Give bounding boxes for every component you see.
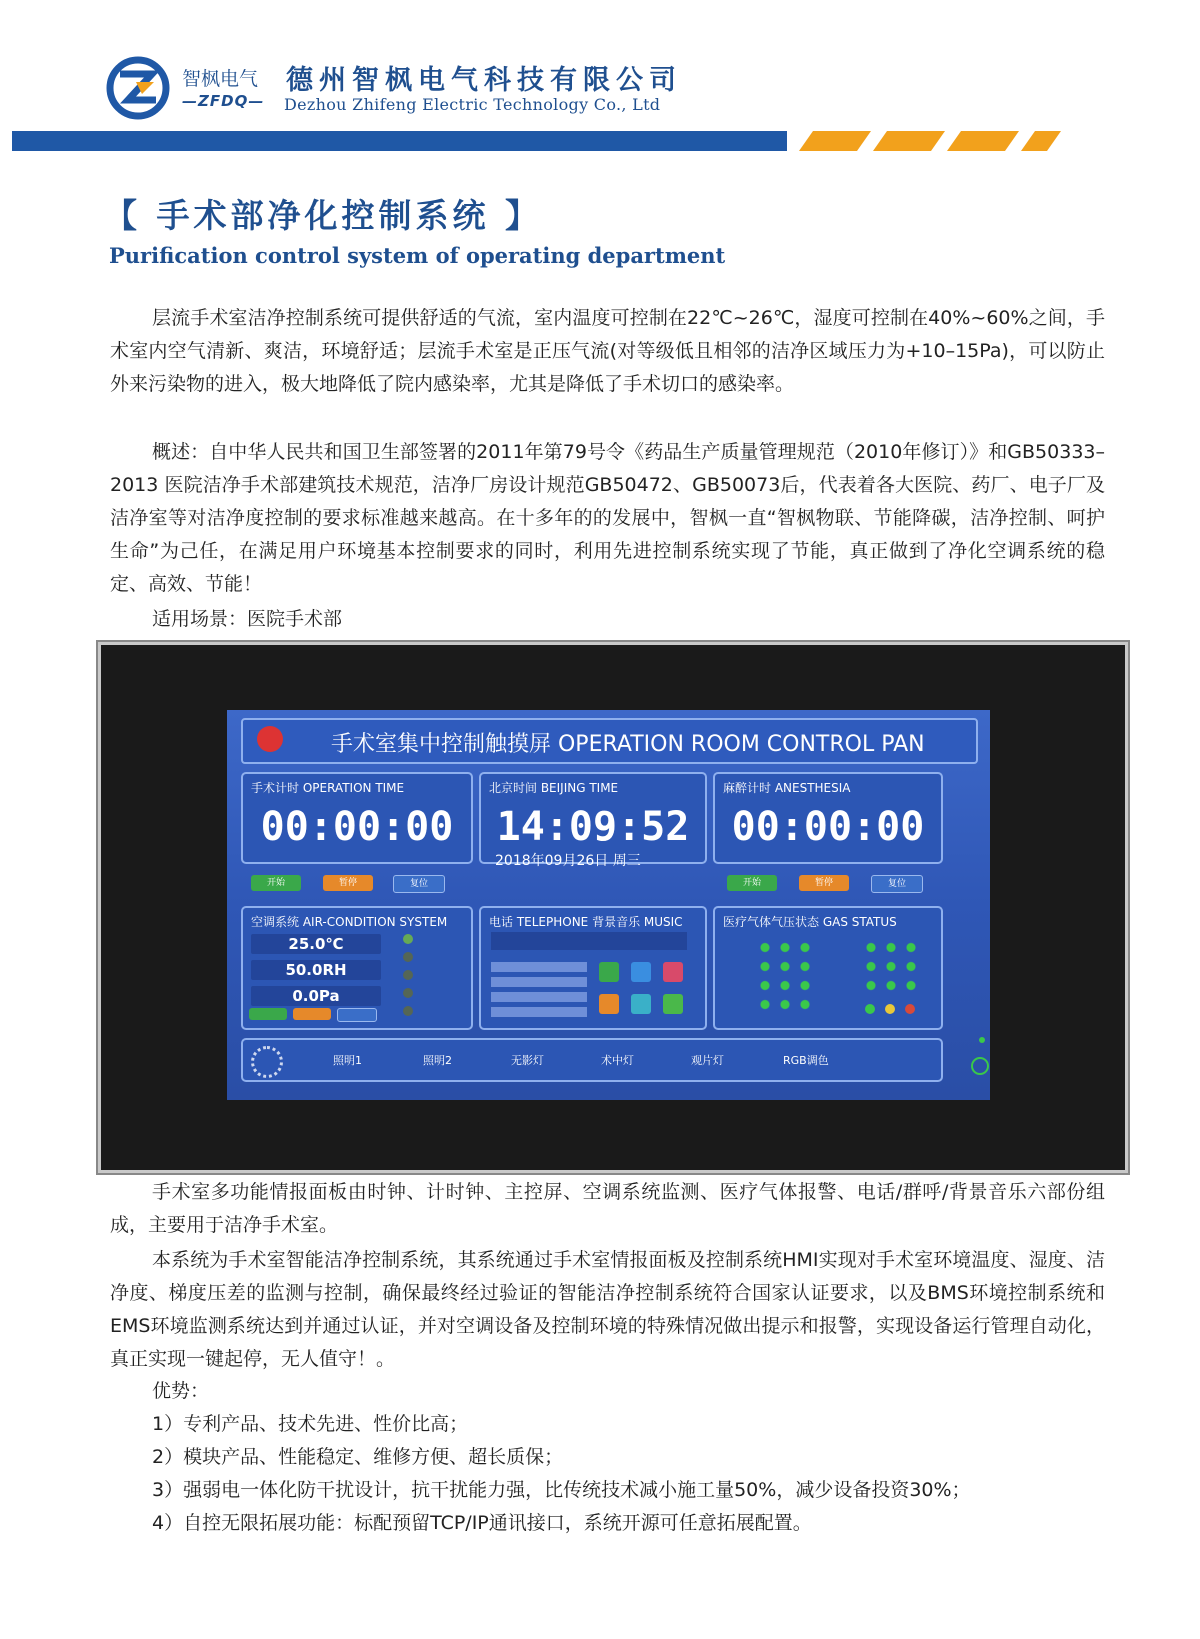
volume-up-icon[interactable] bbox=[663, 994, 683, 1014]
operation-time-panel bbox=[241, 772, 473, 864]
header-stripe bbox=[873, 131, 945, 151]
light-toggle-2[interactable]: 照明2 bbox=[423, 1054, 452, 1067]
an-pause-button[interactable]: 暂停 bbox=[799, 875, 849, 891]
gas-status-panel bbox=[713, 906, 943, 1030]
gas-status-dot bbox=[905, 1004, 915, 1014]
pressure-value: 0.0Pa bbox=[251, 986, 381, 1006]
logo-text-en: —ZFDQ— bbox=[182, 92, 265, 110]
gas-status-dot bbox=[865, 1004, 875, 1014]
telephone-music-label: 电话 TELEPHONE 背景音乐 MUSIC bbox=[489, 915, 683, 929]
beijing-time-value: 14:09:52 bbox=[496, 804, 690, 850]
music-icon[interactable] bbox=[663, 962, 683, 982]
light-toggle-viewer[interactable]: 观片灯 bbox=[691, 1054, 724, 1067]
anesthesia-time-label: 麻醉计时 ANESTHESIA bbox=[723, 781, 851, 795]
screen-title-bar bbox=[241, 718, 978, 764]
device-led bbox=[979, 1037, 985, 1043]
intro-paragraph-2: 概述：自中华人民共和国卫生部签署的2011年第79号令《药品生产质量管理规范（2010年修订）》和GB50333–2013 医院洁净手术部建筑技术规范，洁净厂房设计规范GB50472、GB50073后，代表着各大医院、药厂、电子厂及洁净室等对洁净度控制的要求标准越来越高。在十多年的的发展中，智枫一直“智枫物联、节能降碳，洁净控制、呵护生命”为己任，在满足用户环境基本控制要求的同时，利用先进控制系统实现了节能，真正做到了净化空调系统的稳定、高效、节能！ bbox=[110, 441, 1105, 595]
screen-date: 2018年09月26日 周三 bbox=[495, 853, 641, 869]
ac-system-label: 空调系统 AIR-CONDITION SYSTEM bbox=[251, 915, 448, 929]
page-header bbox=[0, 0, 1200, 150]
advantage-item: 3）强弱电一体化防干扰设计，抗干扰能力强，比传统技术减小施工量50%，减少设备投资30%； bbox=[152, 1479, 971, 1501]
status-dot bbox=[403, 1006, 413, 1016]
lighting-control-bar bbox=[241, 1038, 943, 1082]
company-logo-icon bbox=[106, 56, 170, 120]
phone-call-icon[interactable] bbox=[599, 962, 619, 982]
light-toggle-1[interactable]: 照明1 bbox=[333, 1054, 362, 1067]
status-dot bbox=[403, 952, 413, 962]
an-start-button[interactable]: 开始 bbox=[727, 875, 777, 891]
header-stripe bbox=[947, 131, 1019, 151]
ac-button[interactable] bbox=[293, 1008, 331, 1020]
op-reset-button[interactable]: 复位 bbox=[393, 875, 445, 893]
status-dot bbox=[403, 988, 413, 998]
screen-title: 手术室集中控制触摸屏 OPERATION ROOM CONTROL PAN bbox=[331, 732, 925, 757]
gas-indicators-left bbox=[755, 938, 815, 1014]
advantage-item: 2）模块产品、性能稳定、维修方便、超长质保； bbox=[152, 1446, 564, 1468]
volume-down-icon[interactable] bbox=[631, 994, 651, 1014]
ac-button[interactable] bbox=[337, 1008, 377, 1022]
advantage-item: 4）自控无限拓展功能：标配预留TCP/IP通讯接口，系统开源可任意拓展配置。 bbox=[152, 1512, 812, 1534]
section-title-cn: 【 手术部净化控制系统 】 bbox=[104, 196, 542, 235]
company-name-en: Dezhou Zhifeng Electric Technology Co., Ltd bbox=[284, 95, 661, 114]
phone-keypad[interactable] bbox=[491, 962, 587, 1020]
an-reset-button[interactable]: 复位 bbox=[871, 875, 923, 893]
gas-status-dot bbox=[885, 1004, 895, 1014]
microphone-icon[interactable] bbox=[631, 962, 651, 982]
operation-time-value: 00:00:00 bbox=[260, 804, 454, 850]
control-screen bbox=[227, 710, 990, 1100]
contacts-icon[interactable] bbox=[599, 994, 619, 1014]
body-paragraph-2: 本系统为手术室智能洁净控制系统，其系统通过手术室情报面板及控制系统HMI实现对手术室环境温度、湿度、洁净度、梯度压差的监测与控制，确保最终经过验证的智能洁净控制系统符合国家认证要求，以及BMS环境控制系统和EMS环境监测系统达到并通过认证，并对空调设备及控制环境的特殊情况做出提示和报警，实现设备运行管理自动化，真正实现一键起停，无人值守！。 bbox=[110, 1249, 1105, 1370]
company-name-cn: 德州智枫电气科技有限公司 bbox=[286, 65, 682, 96]
op-pause-button[interactable]: 暂停 bbox=[323, 875, 373, 891]
section-title-en: Purification control system of operating department bbox=[109, 243, 726, 268]
ac-button[interactable] bbox=[249, 1008, 287, 1020]
humidity-value: 50.0RH bbox=[251, 960, 381, 980]
intro-paragraph-1: 层流手术室洁净控制系统可提供舒适的气流，室内温度可控制在22℃~26℃，湿度可控制在40%~60%之间，手术室内空气清新、爽洁，环境舒适；层流手术室是正压气流(对等级低且相邻的洁净区域压力为+10–15Pa)，可以防止外来污染物的进入，极大地降低了院内感染率，尤其是降低了手术切口的感染率。 bbox=[110, 307, 1105, 395]
screen-logo-icon bbox=[257, 726, 283, 752]
operation-time-label: 手术计时 OPERATION TIME bbox=[251, 781, 405, 795]
ac-system-panel bbox=[241, 906, 473, 1030]
header-stripe bbox=[799, 131, 871, 151]
gear-icon bbox=[251, 1046, 283, 1078]
header-divider-bar bbox=[12, 131, 787, 151]
control-panel-photo bbox=[98, 642, 1128, 1173]
light-toggle-rgb[interactable]: RGB调色 bbox=[783, 1054, 829, 1067]
power-icon[interactable] bbox=[971, 1057, 989, 1075]
light-toggle-surgical[interactable]: 术中灯 bbox=[601, 1054, 634, 1067]
advantages-title: 优势： bbox=[152, 1380, 210, 1402]
header-stripe bbox=[1021, 131, 1061, 151]
body-paragraph-1: 手术室多功能情报面板由时钟、计时钟、主控屏、空调系统监测、医疗气体报警、电话/群呼/背景音乐六部份组成，主要用于洁净手术室。 bbox=[110, 1181, 1105, 1236]
status-dot bbox=[403, 934, 413, 944]
anesthesia-time-panel bbox=[713, 772, 943, 864]
beijing-time-label: 北京时间 BEIJING TIME bbox=[489, 781, 619, 795]
intro-paragraph-3: 适用场景：医院手术部 bbox=[152, 608, 343, 630]
light-toggle-shadowless[interactable]: 无影灯 bbox=[511, 1054, 544, 1067]
status-dot bbox=[403, 970, 413, 980]
telephone-music-panel bbox=[479, 906, 707, 1030]
advantage-item: 1）专利产品、技术先进、性价比高； bbox=[152, 1413, 469, 1435]
anesthesia-time-value: 00:00:00 bbox=[731, 804, 925, 850]
temperature-value: 25.0℃ bbox=[251, 934, 381, 954]
gas-indicators-right bbox=[861, 938, 921, 996]
gas-status-label: 医疗气体气压状态 GAS STATUS bbox=[723, 915, 897, 929]
op-start-button[interactable]: 开始 bbox=[251, 875, 301, 891]
logo-text-cn: 智枫电气 bbox=[182, 68, 259, 90]
phone-display bbox=[491, 932, 687, 950]
